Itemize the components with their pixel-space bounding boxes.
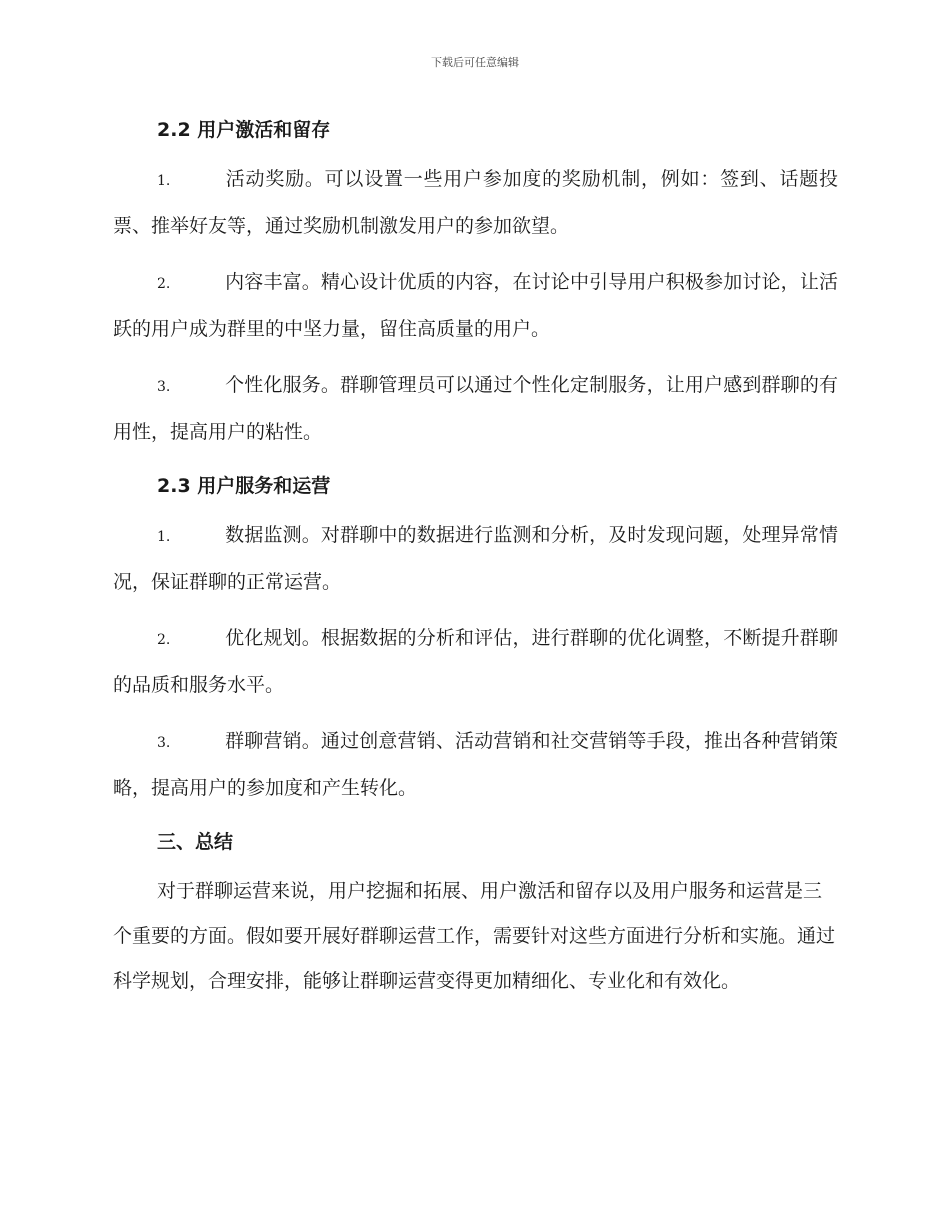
list-text: 活动奖励。可以设置一些用户参加度的奖励机制，例如：签到、话题投票、推举好友等，通过奖励机制激发用户的参加欲望。 [113,168,838,237]
list-item [113,616,838,708]
section-heading-user-service: 2.3 用户服务和运营 [157,475,331,497]
list-text: 个性化服务。群聊管理员可以通过个性化定制服务，让用户感到群聊的有用性，提高用户的粘性。 [113,374,838,443]
summary-paragraph: 对于群聊运营来说，用户挖掘和拓展、用户激活和留存以及用户服务和运营是三个重要的方面。假如要开展好群聊运营工作，需要针对这些方面进行分析和实施。通过科学规划，合理安排，能够让群聊运营变得更加精细化、专业化和有效化。 [113,880,836,992]
section-heading-summary: 三、总结 [157,831,234,853]
header-note: 下载后可任意编辑 [431,56,519,69]
list-item [113,157,838,249]
list-number: 1. [157,173,171,189]
list-text: 优化规划。根据数据的分析和评估，进行群聊的优化调整，不断提升群聊的品质和服务水平。 [113,627,838,696]
list-text: 数据监测。对群聊中的数据进行监测和分析，及时发现问题，处理异常情况，保证群聊的正常运营。 [113,524,838,593]
section-heading-user-activation: 2.2 用户激活和留存 [157,119,331,141]
list-text: 内容丰富。精心设计优质的内容，在讨论中引导用户积极参加讨论，让活跃的用户成为群里的中坚力量，留住高质量的用户。 [113,271,838,340]
list-number: 2. [157,276,171,292]
list-item [113,719,838,811]
list-item [113,363,838,455]
list-number: 3. [157,735,171,751]
list-text: 群聊营销。通过创意营销、活动营销和社交营销等手段，推出各种营销策略，提高用户的参加度和产生转化。 [113,730,838,799]
list-number: 2. [157,632,171,648]
list-item [113,260,838,352]
list-number: 1. [157,529,171,545]
list-number: 3. [157,379,171,395]
list-item [113,513,838,605]
document-body [113,110,838,1004]
